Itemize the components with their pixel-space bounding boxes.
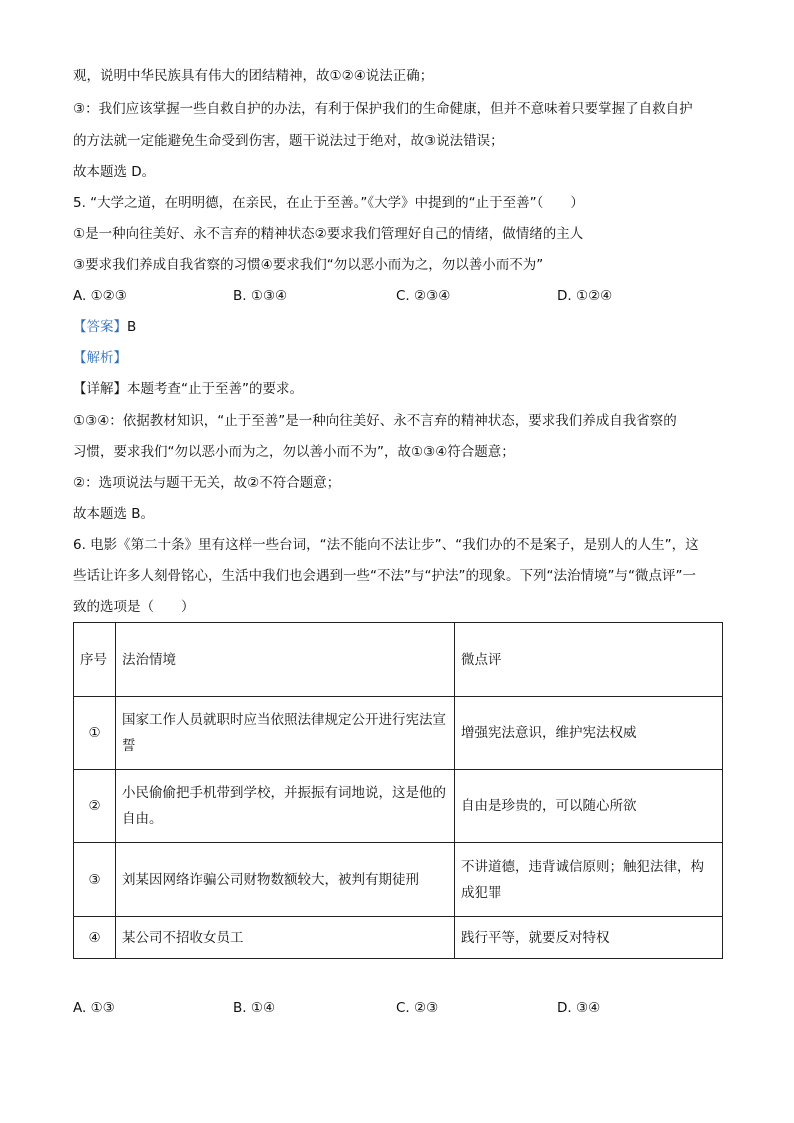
q5-explain-1: ①③④：依据教材知识，“止于至善”是一种向往美好、永不言弃的精神状态，要求我们养成自我省察的	[73, 413, 677, 429]
q6-option-d: D. ③④	[557, 1000, 601, 1016]
q5-explain-2: 习惯，要求我们“勿以恶小而为之，勿以善小而不为”，故①③④符合题意；	[73, 444, 515, 460]
q6-option-a: A. ①③	[73, 1000, 115, 1016]
prev-line-1: 观，说明中华民族具有伟大的团结精神，故①②④说法正确；	[73, 68, 434, 84]
header-scene: 法治情境	[116, 623, 455, 697]
row-number: ④	[74, 917, 116, 959]
row-number: ①	[74, 697, 116, 770]
q6-stem-3: 致的选项是（ ）	[73, 599, 195, 615]
table-row	[74, 770, 723, 843]
q5-statements-1: ①是一种向往美好、永不言弃的精神状态②要求我们管理好自己的情绪，做情绪的主人	[73, 226, 584, 242]
prev-line-3: 的方法就一定能避免生命受到伤害，题干说法过于绝对，故③说法错误；	[73, 133, 504, 149]
q6-stem-1: 6. 电影《第二十条》里有这样一些台词，“法不能向不法让步”、“我们办的不是案子，是别人的人生”，这	[73, 537, 699, 553]
table-row	[74, 843, 723, 917]
detail-text: 本题考查“止于至善”的要求。	[127, 381, 303, 397]
row-scene: 小民偷偷把手机带到学校，并振振有词地说，这是他的自由。	[116, 770, 455, 843]
row-scene: 刘某因网络诈骗公司财物数额较大，被判有期徒刑	[116, 843, 455, 917]
row-comment: 增强宪法意识，维护宪法权威	[455, 697, 723, 770]
table-row	[74, 917, 723, 959]
q5-stem: 5. “大学之道，在明明德，在亲民，在止于至善。”《大学》中提到的“止于至善”（ ）	[73, 195, 584, 211]
row-comment: 不讲道德，违背诚信原则；触犯法律，构成犯罪	[455, 843, 723, 917]
q5-answer	[73, 317, 136, 337]
row-comment: 践行平等，就要反对特权	[455, 917, 723, 959]
row-number: ②	[74, 770, 116, 843]
q5-option-d: D. ①②④	[557, 288, 613, 304]
q5-option-a: A. ①②③	[73, 288, 127, 304]
table-header-row	[74, 623, 723, 697]
header-number: 序号	[74, 623, 116, 697]
table-row	[74, 697, 723, 770]
prev-conclusion: 故本题选 D。	[73, 164, 156, 180]
q5-conclusion: 故本题选 B。	[73, 506, 155, 522]
q6-option-c: C. ②③	[396, 1000, 439, 1016]
q5-analysis-tag: 【解析】	[73, 350, 127, 366]
q5-option-c: C. ②③④	[396, 288, 451, 304]
row-scene: 国家工作人员就职时应当依照法律规定公开进行宪法宣誓	[116, 697, 455, 770]
q5-statements-2: ③要求我们养成自我省察的习惯④要求我们“勿以恶小而为之，勿以善小而不为”	[73, 257, 544, 273]
q6-stem-2: 些话让许多人刻骨铭心，生活中我们也会遇到一些“不法”与“护法”的现象。下列“法治情境”与“微点评”一	[73, 568, 696, 584]
q5-option-b: B. ①③④	[233, 288, 288, 304]
row-comment: 自由是珍贵的，可以随心所欲	[455, 770, 723, 843]
answer-value: B	[127, 319, 137, 335]
row-number: ③	[74, 843, 116, 917]
row-scene: 某公司不招收女员工	[116, 917, 455, 959]
answer-tag: 【答案】	[73, 319, 127, 335]
q5-explain-3: ②：选项说法与题干无关，故②不符合题意；	[73, 475, 341, 491]
header-comment: 微点评	[455, 623, 723, 697]
prev-line-2: ③：我们应该掌握一些自救自护的办法，有利于保护我们的生命健康，但并不意味着只要掌握了自救自护	[73, 101, 693, 117]
q6-table	[73, 622, 723, 959]
q5-detail	[73, 379, 303, 399]
q6-option-b: B. ①④	[233, 1000, 276, 1016]
detail-tag: 【详解】	[73, 381, 127, 397]
